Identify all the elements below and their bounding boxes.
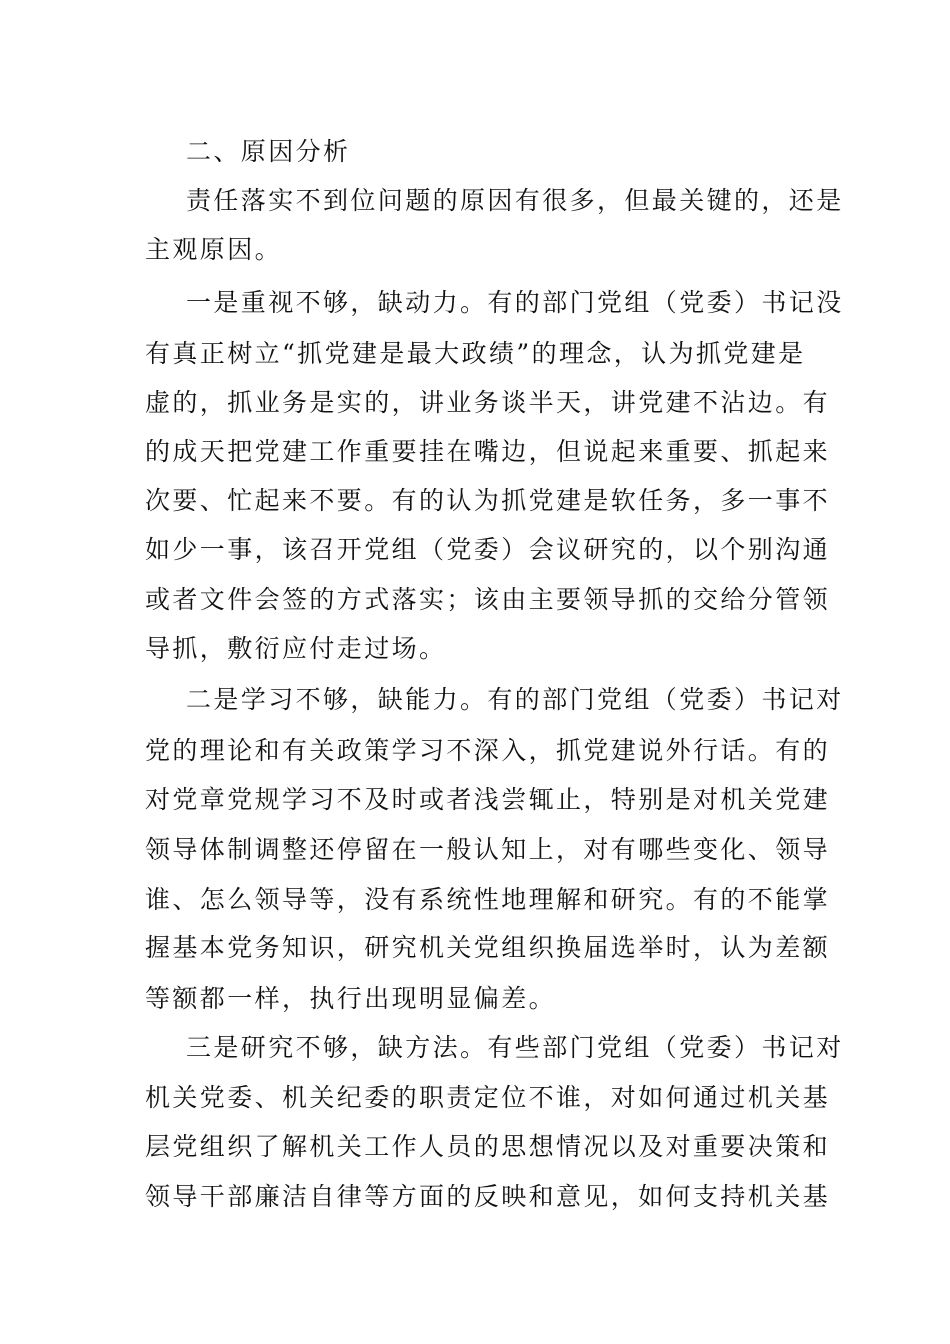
paragraph-line: 等额都一样，执行出现明显偏差。: [145, 984, 557, 1013]
paragraph-line: 领导干部廉洁自律等方面的反映和意见，如何支持机关基: [145, 1182, 831, 1211]
paragraph-line: 机关党委、机关纪委的职责定位不谁，对如何通过机关基: [145, 1083, 831, 1112]
paragraph-line: 二是学习不够，缺能力。有的部门党组（党委）书记对: [186, 685, 844, 714]
paragraph-line: 虚的，抓业务是实的，讲业务谈半天，讲党建不沾边。有: [145, 388, 831, 417]
paragraph-line: 有真正树立“抓党建是最大政绩”的理念，认为抓党建是: [145, 339, 806, 368]
paragraph-line: 三是研究不够，缺方法。有些部门党组（党委）书记对: [186, 1033, 844, 1062]
paragraph-line: 次要、忙起来不要。有的认为抓党建是软任务，多一事不: [145, 486, 831, 515]
paragraph-line: 或者文件会签的方式落实；该由主要领导抓的交给分管领: [145, 585, 831, 614]
paragraph-line: 一是重视不够，缺动力。有的部门党组（党委）书记没: [186, 288, 844, 317]
paragraph-line: 对党章党规学习不及时或者浅尝辄止，特别是对机关党建: [145, 785, 831, 814]
paragraph-line: 如少一事，该召开党组（党委）会议研究的，以个别沟通: [145, 535, 831, 564]
paragraph-line: 领导体制调整还停留在一般认知上，对有哪些变化、领导: [145, 835, 831, 864]
paragraph-line: 责任落实不到位问题的原因有很多，但最关键的，还是: [186, 186, 844, 215]
paragraph-line: 握基本党务知识，研究机关党组织换届选举时，认为差额: [145, 933, 831, 962]
paragraph-line: 层党组织了解机关工作人员的思想情况以及对重要决策和: [145, 1132, 831, 1161]
paragraph-line: 的成天把党建工作重要挂在嘴边，但说起来重要、抓起来: [145, 437, 831, 466]
paragraph-line: 谁、怎么领导等，没有系统性地理解和研究。有的不能掌: [145, 885, 831, 914]
paragraph-line: 主观原因。: [145, 235, 283, 264]
paragraph-line: 党的理论和有关政策学习不深入，抓党建说外行话。有的: [145, 736, 831, 765]
section-heading: 二、原因分析: [186, 137, 351, 166]
paragraph-line: 导抓，敷衍应付走过场。: [145, 634, 447, 663]
